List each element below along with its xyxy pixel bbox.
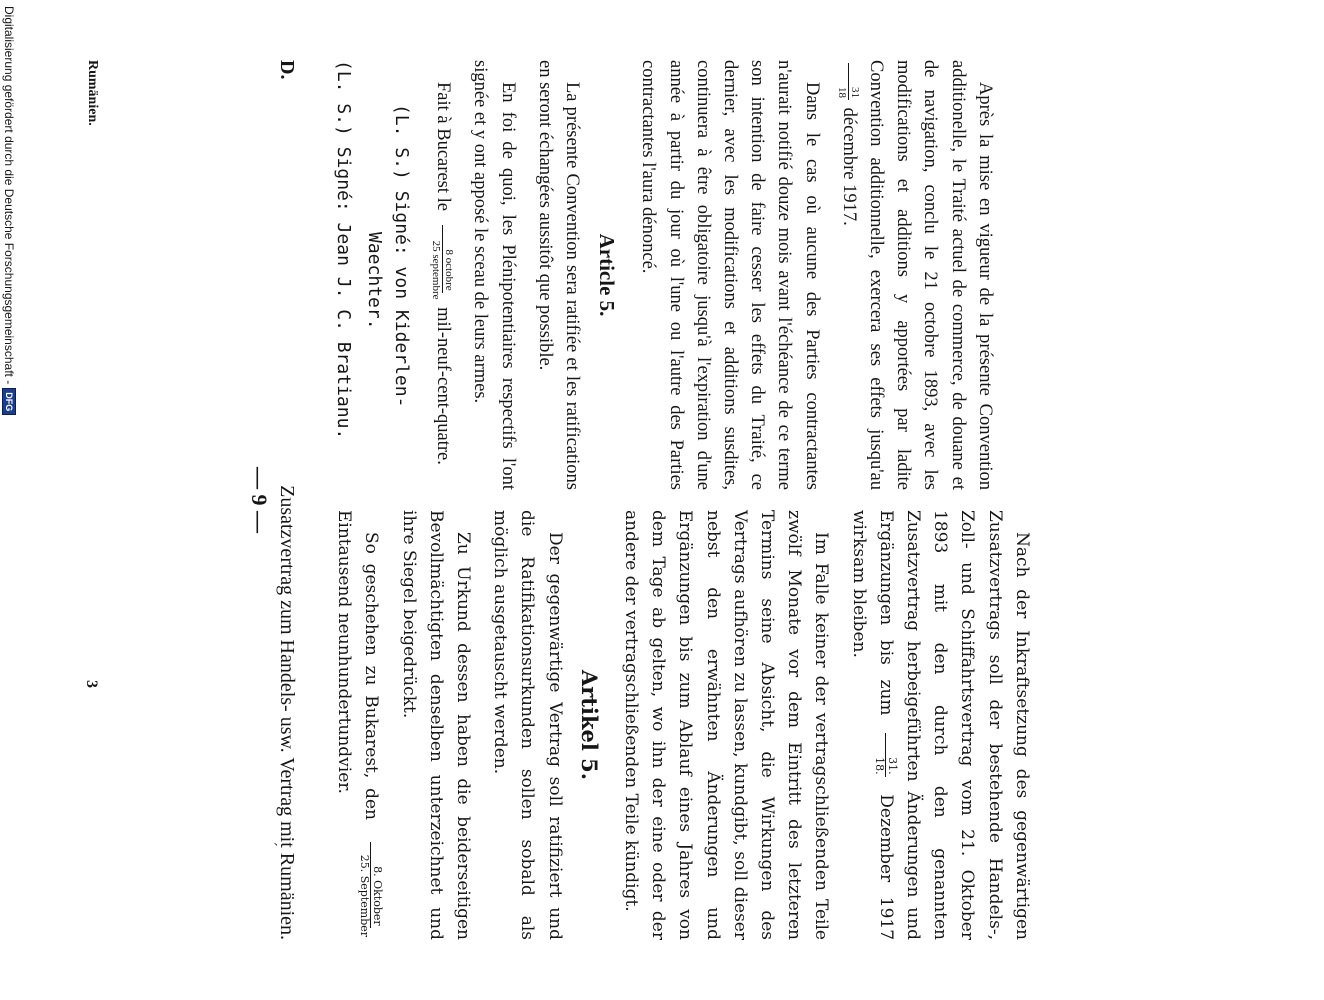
- french-para-4: En foi de quoi, les Plénipotentiaires respectifs l'ont signée et y ont apposé le sceau de leurs armes.: [470, 60, 518, 490]
- german-signing-date: 8. Oktober 25. September: [358, 833, 383, 937]
- french-date-fraction: 31 18: [836, 63, 861, 100]
- french-text: [330, 60, 998, 490]
- footer-sheet-number: 3: [83, 680, 100, 688]
- signature-bratianu: (L. S.) Signé: Jean J. C. Bratianu.: [333, 60, 354, 440]
- german-date-fraction: 31. 18.: [873, 733, 898, 777]
- page-number: — 9 —: [247, 467, 272, 533]
- dfg-logo: DFG: [2, 388, 16, 415]
- signature-kiderlen: (L. S.) Signé: von Kiderlen- Waechter.: [364, 104, 412, 408]
- header-title: Zusatzvertrag zum Handels- usw. Vertrag mit Rumänien.: [276, 485, 298, 940]
- german-para-2: Im Falle keiner der vertragschließenden Teile zwölf Monate vor dem Eintritt des letzteren Termins seine Absicht, die Wirkungen des Vertrags aufhören zu lassen, kundgibt, soll dieser nebst den erwähnten Änderungen und Ergänzungen bis zum Ablauf eines Jahres von dem Tage ab gelten, wo ihn der eine oder der andere der vertragschließenden Teile kündigt.: [621, 510, 832, 940]
- german-para-4: Zu Urkund dessen haben die beiderseitigen Bevollmächtigten denselben unterzeichnet und ihre Siegel beigedrückt.: [398, 510, 474, 940]
- running-header: [275, 60, 298, 940]
- german-text: [330, 510, 1035, 940]
- credit-text: Digitalisierung gefördert durch die Deutsche Forschungsgemeinschaft -: [2, 6, 16, 385]
- german-para-3: Der gegenwärtige Vertrag soll ratifiziert und die Ratifikationsurkunden sollen sobald als möglich ausgetauscht werden.: [490, 510, 565, 940]
- stray-mark: ´: [262, 840, 278, 847]
- footer-country: Rumänien.: [85, 60, 100, 126]
- german-article-title: Artikel 5.: [576, 669, 602, 781]
- french-para-3: La présente Convention sera ratifiée et les ratifications en seront échangées aussitôt que possible.: [534, 60, 583, 490]
- german-para-5: So geschehen zu Bukarest, den 8. Oktober 25. September Eintausend neunhundertundvier.: [334, 510, 385, 937]
- french-article-title: Article 5.: [595, 233, 620, 317]
- digitization-credit: [2, 6, 16, 415]
- french-para-5: Fait à Bucarest le 8 octobre 25 septembre mil-neuf-cent-quatre.: [429, 82, 455, 465]
- german-para-1: Nach der Inkraftsetzung des gegenwärtigen Zusatzvertrags soll der bestehende Handels-, Zoll- und Schiffahrtsvertrag vom 21. Oktober 1893 mit den durch den genannten Zusatzvertrag herbeigeführten Änderungen und Ergänzungen bis zum 31. 18. Dezember 1917 wirksam bleiben.: [848, 510, 1032, 941]
- french-para-1: Après la mise en vigueur de la présente Convention additionelle, le Traité actuel de commerce, de douane et de navigation, conclu le 21 octobre 1893, avec les modifications et additions y apportées par ladite Convention additionnelle, exercera ses effets jusqu'au 31 18 décembre 1917.: [835, 60, 995, 490]
- section-mark: D.: [276, 60, 298, 80]
- french-para-2: Dans le cas où aucune des Parties contractantes n'aurait notifié douze mois avant l'échéance de ce terme son intention de faire cesser les effets du Traité, ce dernier, avec les modifications et additions susdites, continuera à être obligatoire jusqu'à l'expiration d'une année à partir du jour où l'une ou l'autre des Parties contractantes l'aura dénoncé.: [638, 60, 822, 490]
- french-signing-date: 8 octobre 25 septembre: [430, 219, 455, 300]
